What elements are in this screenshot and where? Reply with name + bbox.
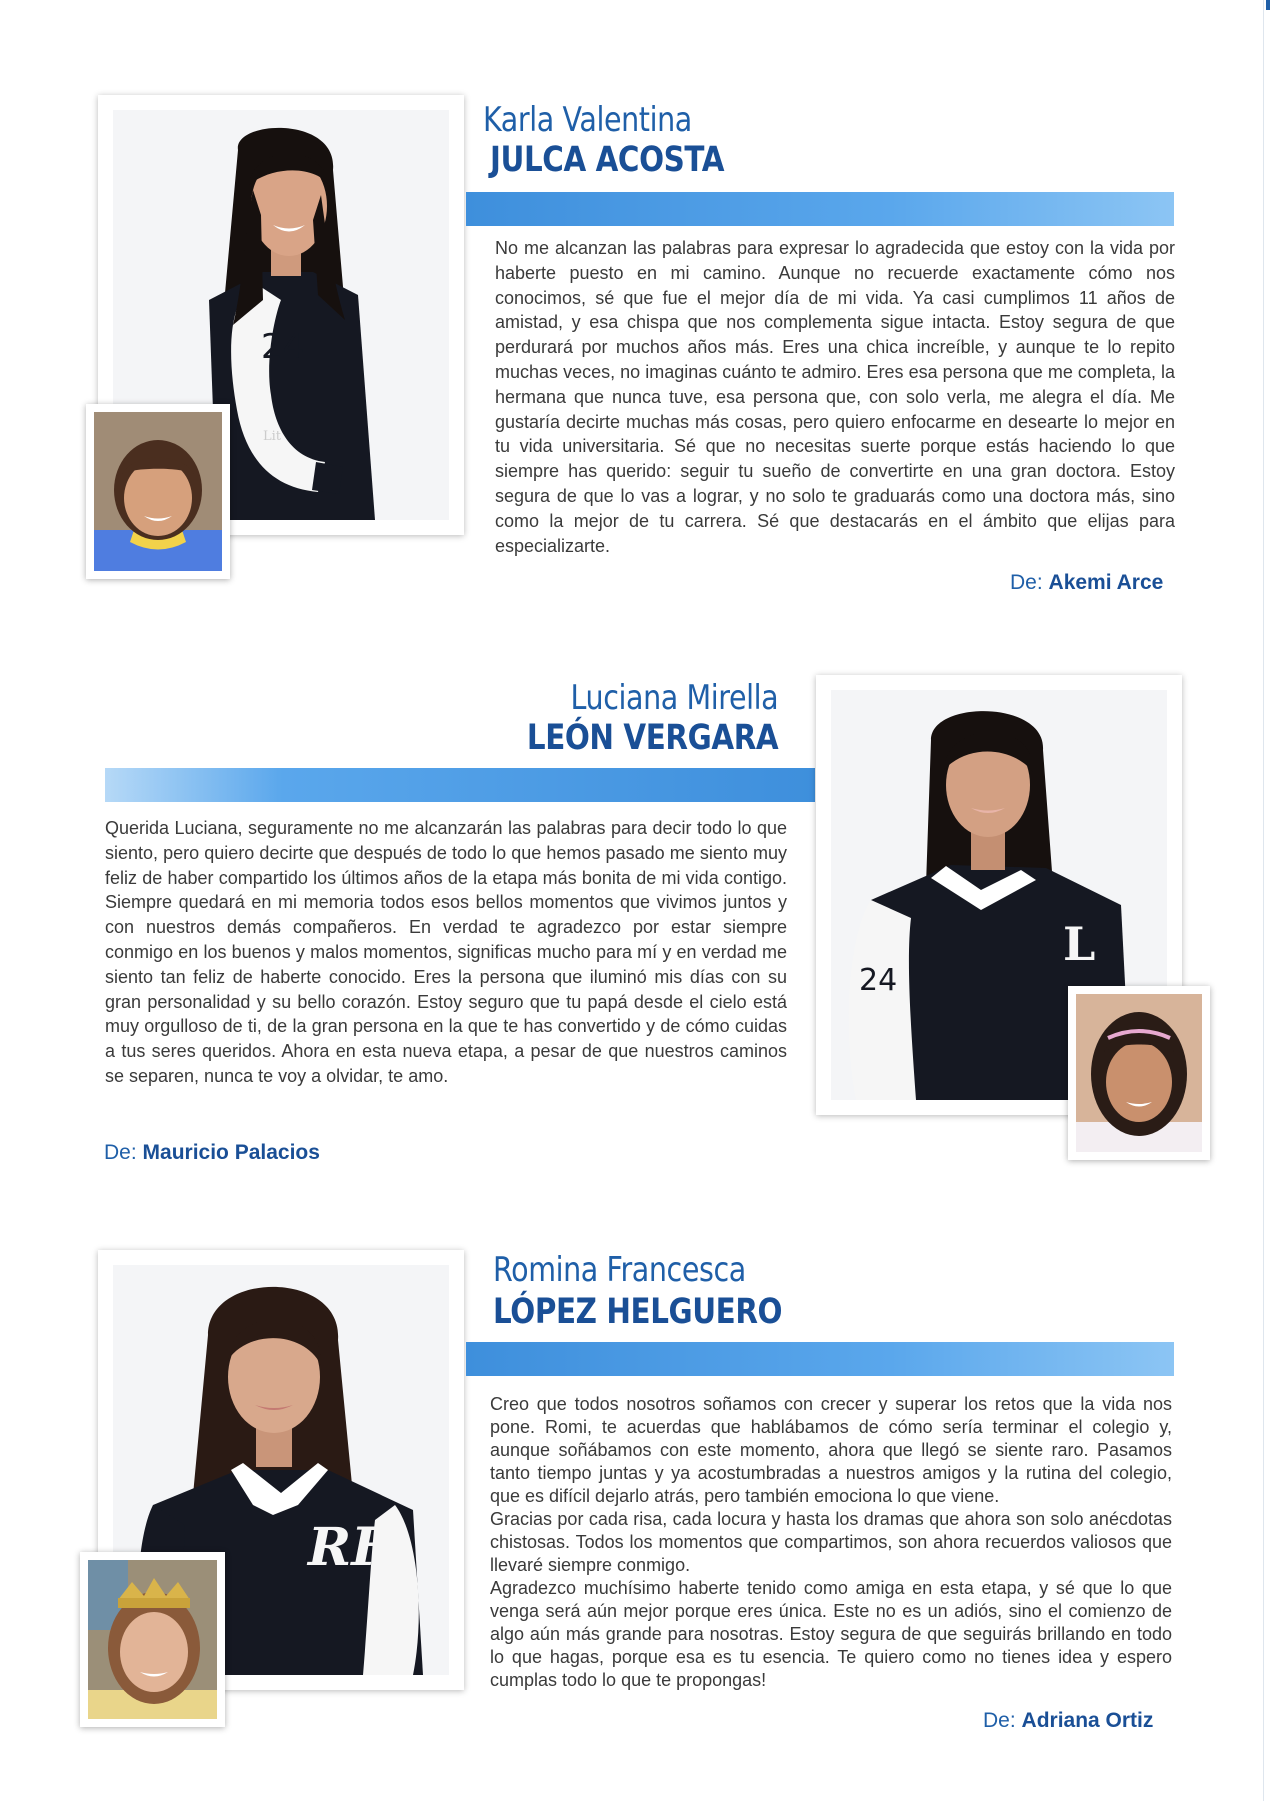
childhood-photo <box>86 404 230 579</box>
page-edge-mark <box>1266 0 1270 10</box>
message-text <box>105 816 787 1089</box>
from-label: De: <box>104 1141 137 1164</box>
jacket-number: 24 <box>859 963 898 998</box>
jacket-number: 24 <box>261 327 305 367</box>
message-paragraph: Gracias por cada risa, cada locura y hasta los dramas que ahora son solo anécdotas chistosas. Todos los momentos que compartimos, son ahora recuerdos valiosos que llevaré siempre conmigo. <box>490 1509 1172 1575</box>
from-label: De: <box>983 1709 1016 1732</box>
jacket-text: RF <box>308 1517 389 1578</box>
jacket-text: L <box>1063 917 1096 971</box>
from-label: De: <box>1010 571 1043 594</box>
message-text <box>495 236 1175 558</box>
first-name: Luciana Mirella <box>570 678 778 718</box>
signature <box>983 1708 1153 1734</box>
message-paragraph: Querida Luciana, seguramente no me alcanzarán las palabras para decir todo lo que siento, pero quiero decirte que después de todo lo que hemos pasado me siento muy feliz de haber compartido los últimos años de la etapa más bonita de mi vida contigo. Siempre quedará en mi memoria todos esos bellos momentos que vivimos juntos y con nuestros demás compañeros. En verdad te agradezco por estar siempre conmigo en los buenos y malos momentos, significas mucho para mí y en verdad me siento tan feliz de haberte conocido. Eres la persona que iluminó mis días con su gran personalidad y su bello corazón. Estoy seguro que tu papá desde el cielo está muy orgulloso de ti, de la gran persona en la que te has convertido y de cómo cuidas a tus seres queridos. Ahora en esta nueva etapa, a pesar de que nuestros caminos se separen, nunca te voy a olvidar, te amo. <box>105 818 787 1086</box>
title-band <box>466 192 1174 226</box>
childhood-photo <box>80 1552 225 1727</box>
last-name: JULCA ACOSTA <box>490 140 725 180</box>
signature <box>1010 570 1163 596</box>
message-paragraph: No me alcanzan las palabras para expresar lo agradecida que estoy con la vida por haberte puesto en mi camino. Aunque no recuerde exactamente cómo nos conocimos, sé que fue el mejor día de mi vida. Ya casi cumplimos 11 años de amistad, y esa chispa que nos complementa sigue intacta. Estoy segura de que perdurará por muchos años más. Eres una chica increíble, y aunque te lo repito muchas veces, no imaginas cuánto te admiro. Eres esa persona que me completa, la hermana que nunca tuve, esa persona que, con solo verla, me alegra el día. Me gustaría decirte muchas más cosas, pero quiero enfocarme en desearte lo mejor en tu vida universitaria. Sé que no necesitas suerte porque estás haciendo lo que siempre has querido: seguir tu sueño de convertirte en una gran doctora. Estoy segura de que lo vas a lograr, y no solo te graduarás como una doctora más, sino como la mejor de tu carrera. Sé que destacarás en el ámbito que elijas para especializarte. <box>495 238 1175 556</box>
message-paragraph: Agradezco muchísimo haberte tenido como amiga en esta etapa, y sé que lo que venga será aún mejor porque eres única. Este no es un adiós, sino el comienzo de algo aún más grande para nosotras. Estoy segura de que seguirás brillando en todo lo que hagas, porque esa es tu esencia. Te quiero como no tienes idea y espero cumplas todo lo que te propongas! <box>490 1578 1172 1690</box>
message-paragraph: Creo que todos nosotros soñamos con crecer y superar los retos que la vida nos pone. Romi, te acuerdas que hablábamos de cómo sería terminar el colegio y, aunque soñábamos con este momento, ahora que llegó se siente raro. Pasamos tanto tiempo juntas y ya acostumbradas a nuestros amigos y la rutina del colegio, que es difícil dejarlo atrás, pero también emociona lo que viene. <box>490 1394 1172 1506</box>
title-band <box>466 1342 1174 1376</box>
last-name: LEÓN VERGARA <box>526 718 778 758</box>
first-name: Karla Valentina <box>483 100 692 140</box>
title-band <box>105 768 815 802</box>
from-name: Adriana Ortiz <box>1021 1709 1154 1732</box>
from-name: Akemi Arce <box>1048 571 1164 594</box>
from-name: Mauricio Palacios <box>142 1141 320 1164</box>
message-text <box>490 1393 1172 1692</box>
first-name: Romina Francesca <box>493 1250 746 1290</box>
childhood-photo <box>1068 986 1210 1160</box>
last-name: LÓPEZ HELGUERO <box>493 1292 783 1332</box>
page-edge-line <box>1263 0 1264 1801</box>
jacket-text: Lit <box>263 429 282 444</box>
signature <box>104 1140 320 1166</box>
